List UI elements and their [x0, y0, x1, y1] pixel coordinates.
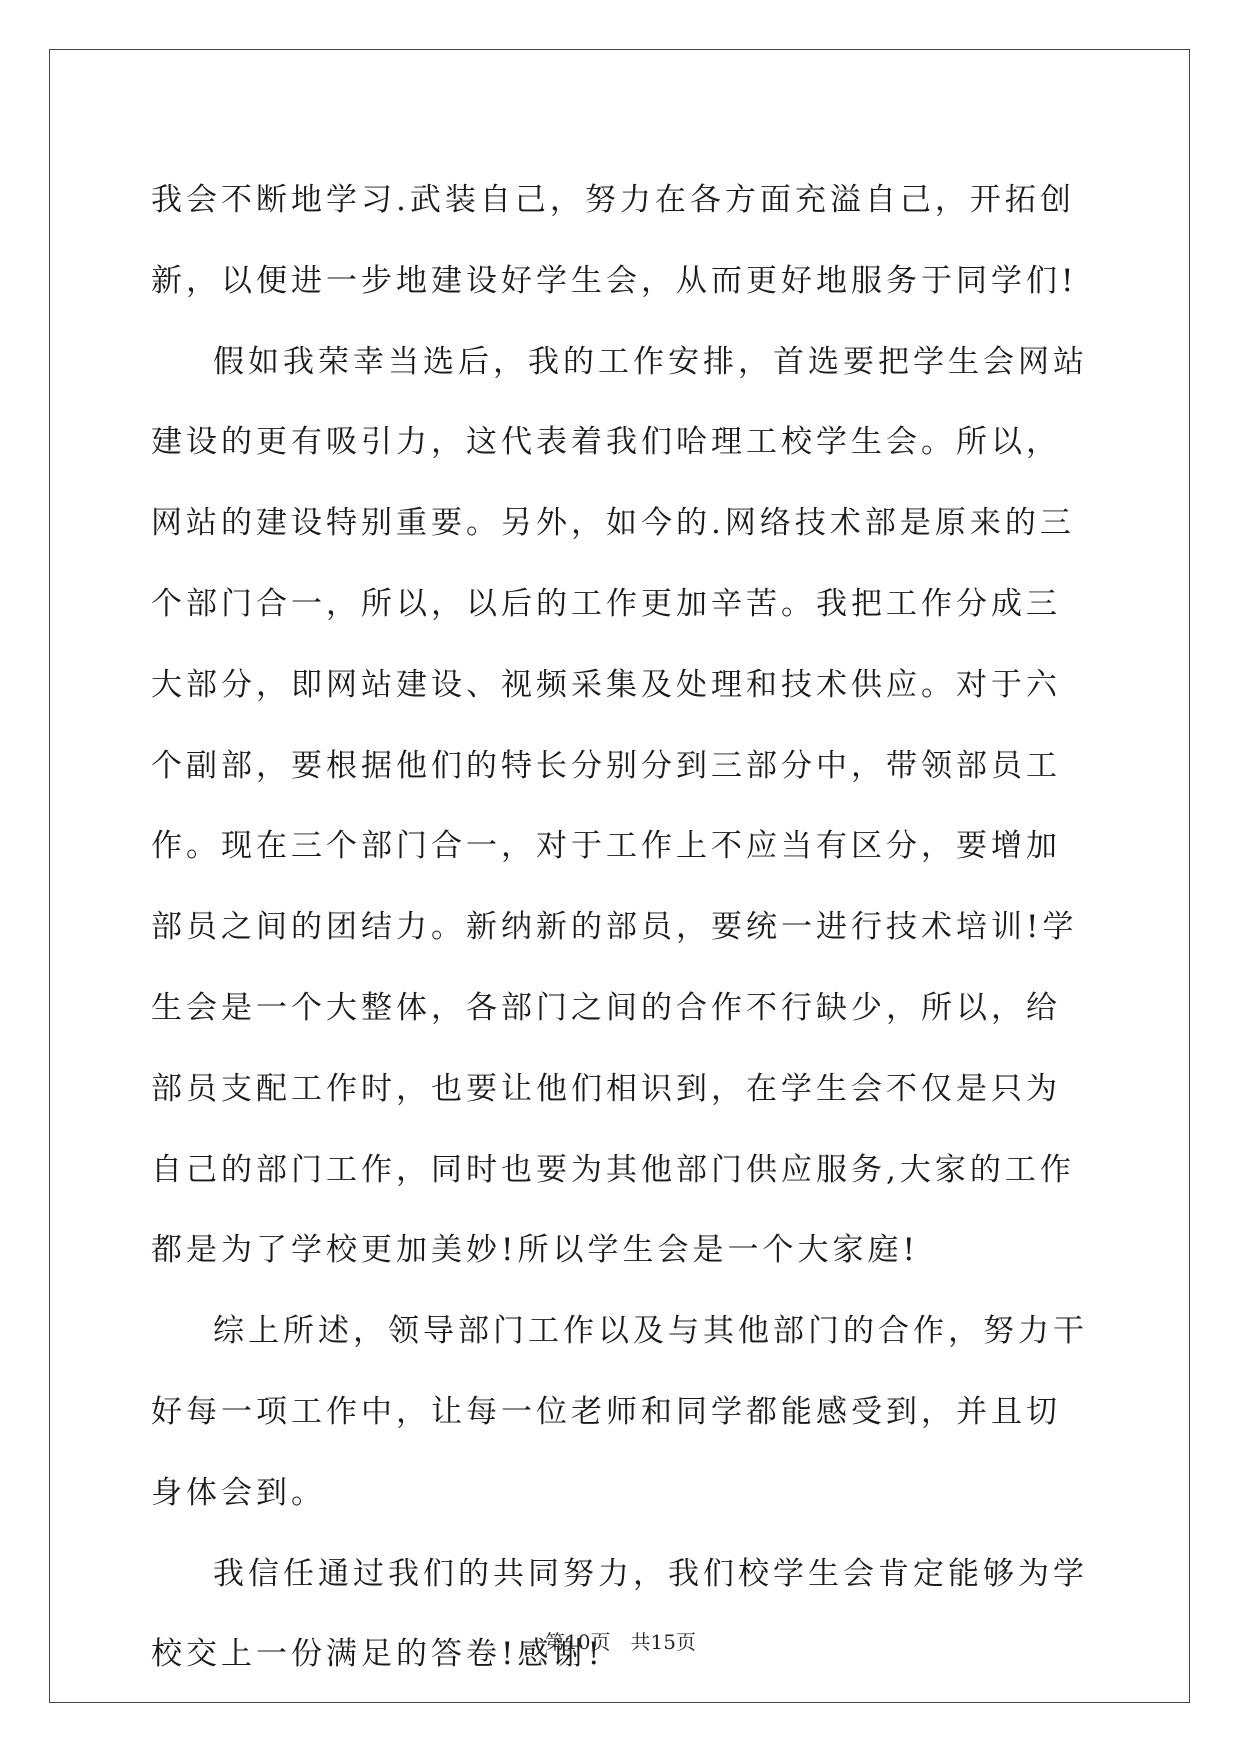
paragraph-3: 综上所述，领导部门工作以及与其他部门的合作，努力干好每一项工作中，让每一位老师和同学都能感受到，并且切身体会到。 — [151, 1313, 1088, 1511]
page-number: 第10页 共15页 — [545, 1630, 696, 1654]
paragraph-2: 假如我荣幸当选后，我的工作安排，首选要把学生会网站建设的更有吸引力，这代表着我们哈理工校学生会。所以，网站的建设特别重要。另外，如今的.网络技术部是原来的三个部门合一，所以，以后的工作更加辛苦。我把工作分成三大部分，即网站建设、视频采集及处理和技术供应。对于六个副部，要根据他们的特长分别分到三部分中，带领部员工作。现在三个部门合一，对于工作上不应当有区分，要增加部员之间的团结力。新纳新的部员，要统一进行技术培训!学生会是一个大整体，各部门之间的合作不行缺少，所以，给部员支配工作时，也要让他们相识到，在学生会不仅是只为自己的部门工作，同时也要为其他部门供应服务,大家的工作都是为了学校更加美妙!所以学生会是一个大家庭! — [151, 343, 1088, 1269]
document-body — [151, 160, 1091, 1695]
paragraph-4: 我信任通过我们的共同努力，我们校学生会肯定能够为学校交上一份满足的答卷!感谢! — [151, 1555, 1088, 1673]
paragraph-1: 我会不断地学习.武装自己，努力在各方面充溢自己，开拓创新，以便进一步地建设好学生会，从而更好地服务于同学们! — [151, 182, 1078, 299]
